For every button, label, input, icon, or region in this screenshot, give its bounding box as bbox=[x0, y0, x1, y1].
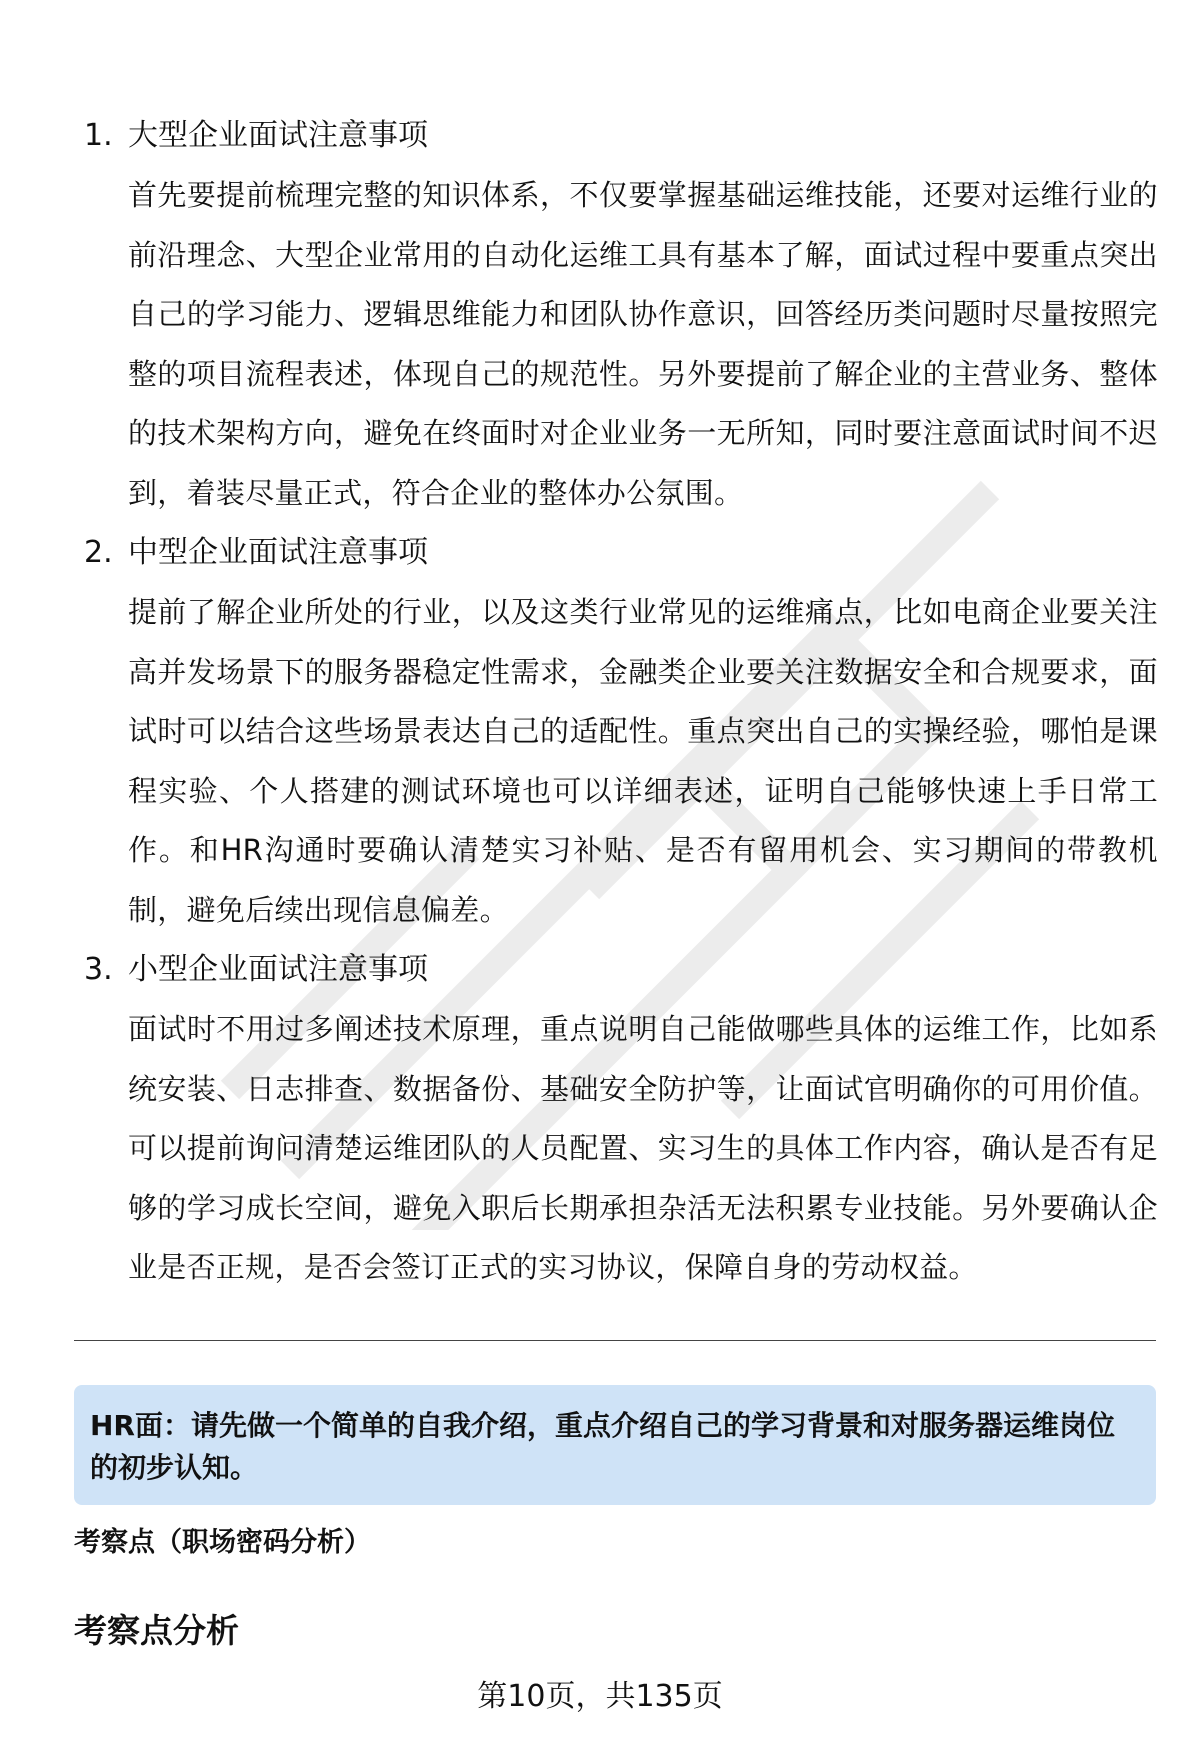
question-text: HR面：请先做一个简单的自我介绍，重点介绍自己的学习背景和对服务器运维岗位的初步认知。 bbox=[90, 1409, 1115, 1484]
list-item bbox=[84, 940, 1164, 1298]
question-callout bbox=[74, 1385, 1156, 1505]
list-item-title: 小型企业面试注意事项 bbox=[128, 952, 428, 987]
list-item-title: 大型企业面试注意事项 bbox=[128, 118, 428, 153]
interview-tips-list bbox=[84, 106, 1164, 1298]
list-item-title: 中型企业面试注意事项 bbox=[128, 535, 428, 570]
list-item-body: 提前了解企业所处的行业，以及这类行业常见的运维痛点，比如电商企业要关注高并发场景下的服务器稳定性需求，金融类企业要关注数据安全和合规要求，面试时可以结合这些场景表达自己的适配性。重点突出自己的实操经验，哪怕是课程实验、个人搭建的测试环境也可以详细表述，证明自己能够快速上手日常工作。和HR沟通时要确认清楚实习补贴、是否有留用机会、实习期间的带教机制，避免后续出现信息偏差。 bbox=[128, 595, 1158, 927]
section-divider bbox=[74, 1340, 1156, 1341]
list-item-heading bbox=[84, 940, 1164, 1000]
list-item-body: 面试时不用过多阐述技术原理，重点说明自己能做哪些具体的运维工作，比如系统安装、日志排查、数据备份、基础安全防护等，让面试官明确你的可用价值。可以提前询问清楚运维团队的人员配置、实习生的具体工作内容，确认是否有足够的学习成长空间，避免入职后长期承担杂活无法积累专业技能。另外要确认企业是否正规，是否会签订正式的实习协议，保障自身的劳动权益。 bbox=[128, 1012, 1158, 1284]
assessment-heading: 考察点分析 bbox=[74, 1611, 239, 1650]
list-item bbox=[84, 106, 1164, 523]
page-number: 第10页，共135页 bbox=[477, 1679, 723, 1714]
list-item bbox=[84, 523, 1164, 940]
assessment-label: 考察点（职场密码分析） bbox=[74, 1527, 371, 1558]
list-item-number: 2. bbox=[84, 535, 113, 570]
list-item-number: 1. bbox=[84, 118, 113, 153]
list-item-number: 3. bbox=[84, 952, 113, 987]
list-item-heading bbox=[84, 106, 1164, 166]
list-item-heading bbox=[84, 523, 1164, 583]
list-item-body: 首先要提前梳理完整的知识体系，不仅要掌握基础运维技能，还要对运维行业的前沿理念、大型企业常用的自动化运维工具有基本了解，面试过程中要重点突出自己的学习能力、逻辑思维能力和团队协作意识，回答经历类问题时尽量按照完整的项目流程表述，体现自己的规范性。另外要提前了解企业的主营业务、整体的技术架构方向，避免在终面时对企业业务一无所知，同时要注意面试时间不迟到，着装尽量正式，符合企业的整体办公氛围。 bbox=[128, 178, 1158, 510]
